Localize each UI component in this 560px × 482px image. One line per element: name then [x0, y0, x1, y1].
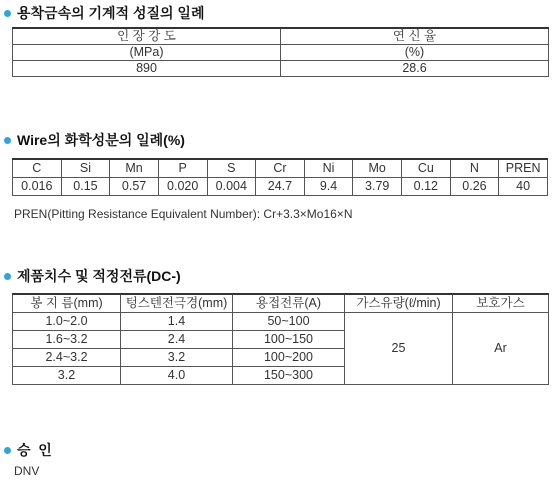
- value-cell: 2.4~3.2: [13, 348, 121, 366]
- value-cell: 3.2: [13, 366, 121, 384]
- value-cell: 2.4: [121, 330, 233, 348]
- header-cell: 인 장 강 도: [13, 28, 281, 44]
- header-cell: Cu: [402, 159, 451, 177]
- value-cell: 1.6~3.2: [13, 330, 121, 348]
- header-cell: PREN: [499, 159, 548, 177]
- header-cell: P: [158, 159, 207, 177]
- table-row: [13, 312, 549, 330]
- value-cell: 150~300: [233, 366, 345, 384]
- bullet-icon: [4, 10, 11, 17]
- header-unit-cell: (%): [281, 44, 549, 60]
- value-cell: 0.020: [158, 177, 207, 195]
- header-cell: Si: [61, 159, 110, 177]
- header-cell: Mn: [110, 159, 159, 177]
- section-heading-approval: [4, 440, 52, 460]
- dimensions-current-table: [12, 293, 549, 385]
- bullet-icon: [4, 273, 11, 280]
- section-heading-mechanical: [4, 3, 204, 23]
- header-cell: Cr: [256, 159, 305, 177]
- value-cell: 50~100: [233, 312, 345, 330]
- value-cell: 1.0~2.0: [13, 312, 121, 330]
- section-title: 용착금속의 기계적 성질의 일례: [17, 5, 205, 21]
- value-cell: 100~150: [233, 330, 345, 348]
- value-cell: 9.4: [304, 177, 353, 195]
- header-cell: Ni: [304, 159, 353, 177]
- value-cell: 0.26: [450, 177, 499, 195]
- value-cell: 3.2: [121, 348, 233, 366]
- header-unit-cell: (MPa): [13, 44, 281, 60]
- bullet-icon: [4, 137, 11, 144]
- section-heading-dimensions: [4, 266, 181, 286]
- value-cell: 4.0: [121, 366, 233, 384]
- mechanical-properties-table: [12, 27, 549, 77]
- section-title: 승 인: [17, 442, 52, 458]
- value-cell: 28.6: [281, 60, 549, 76]
- value-cell: 40: [499, 177, 548, 195]
- chemical-composition-table: [12, 158, 548, 196]
- value-cell: 0.016: [13, 177, 62, 195]
- value-cell: 890: [13, 60, 281, 76]
- header-cell: S: [207, 159, 256, 177]
- value-cell: 0.004: [207, 177, 256, 195]
- value-cell: 1.4: [121, 312, 233, 330]
- value-cell: 24.7: [256, 177, 305, 195]
- header-cell: 봉 지 름(mm): [13, 294, 121, 312]
- bullet-icon: [4, 447, 11, 454]
- approval-value: DNV: [14, 464, 40, 478]
- value-cell: 0.12: [402, 177, 451, 195]
- value-cell: 0.15: [61, 177, 110, 195]
- header-cell: 연 신 율: [281, 28, 549, 44]
- header-cell: Mo: [353, 159, 402, 177]
- section-title: 제품치수 및 적정전류(DC-): [17, 268, 181, 284]
- value-cell: 3.79: [353, 177, 402, 195]
- header-cell: 용접전류(A): [233, 294, 345, 312]
- header-cell: 가스유량(ℓ/min): [345, 294, 453, 312]
- header-cell: 텅스텐전극경(mm): [121, 294, 233, 312]
- value-cell: 0.57: [110, 177, 159, 195]
- gas-flow-cell: 25: [345, 312, 453, 384]
- value-cell: 100~200: [233, 348, 345, 366]
- header-cell: N: [450, 159, 499, 177]
- shield-gas-cell: Ar: [453, 312, 549, 384]
- section-heading-chemical: [4, 130, 185, 150]
- header-cell: 보호가스: [453, 294, 549, 312]
- pren-note: PREN(Pitting Resistance Equivalent Number): Cr+3.3×Mo16×N: [14, 207, 353, 221]
- header-cell: C: [13, 159, 62, 177]
- section-title: Wire의 화학성분의 일례(%): [17, 132, 185, 148]
